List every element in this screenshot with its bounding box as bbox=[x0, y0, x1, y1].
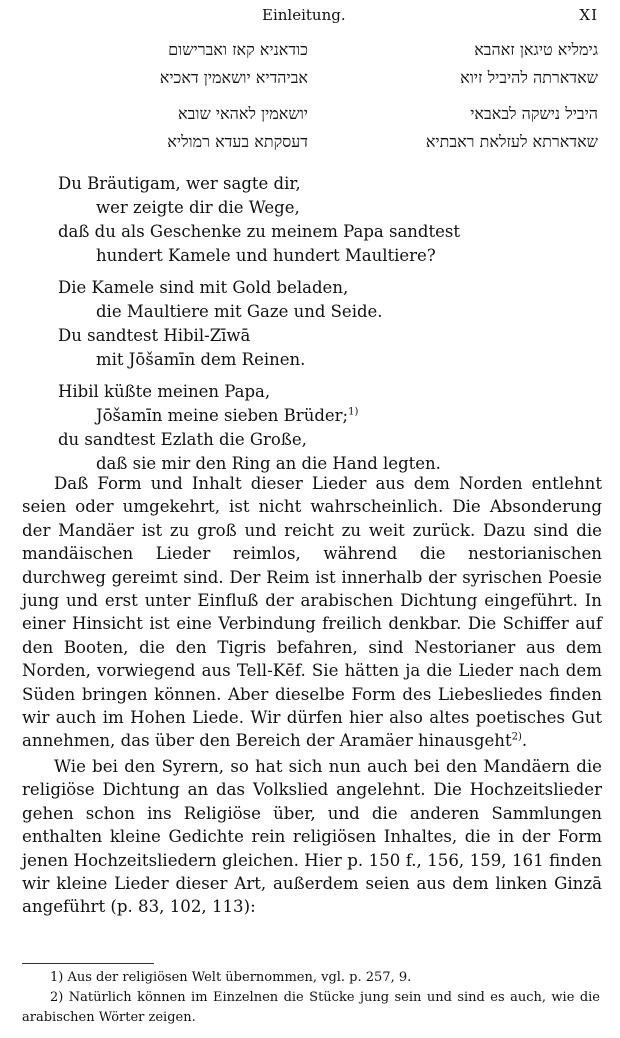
poem-line: mit Jōšamīn dem Reinen. bbox=[96, 350, 306, 369]
paragraph: Wie bei den Syrern, so hat sich nun auch bei den Mandäern die religiöse Dichtung an das Volkslied angelehnt. Die Hochzeitslieder gehen schon ins Religiöse über, und die anderen Sammlungen enthalten kleine Gedichte rein religiösen Inhaltes, die in der Form jenen Hochzeitsliedern gleichen. Hier p. 150 f., 156, 159, 161 finden wir kleine Lieder dieser Art, außerdem seien aus dem linken Ginzā angeführt (p. 83, 102, 113): bbox=[22, 756, 602, 917]
hebrew-line: גימליא טיגאן זאהבא bbox=[474, 40, 598, 59]
hebrew-line: כודאניא קאז ואברישום bbox=[168, 40, 308, 59]
footnote: 2) Natürlich können im Einzelnen die Stücke jung sein und sind es auch, wie die arabischen Wörter zeigen. bbox=[22, 990, 600, 1025]
footnotes bbox=[22, 968, 600, 1028]
poem-line: die Maultiere mit Gaze und Seide. bbox=[96, 302, 383, 321]
poem-stanza bbox=[58, 276, 598, 372]
poem-line: daß du als Geschenke zu meinem Papa sandtest bbox=[58, 222, 460, 241]
poem-stanza bbox=[58, 380, 598, 476]
footnote-ref: 2) bbox=[511, 731, 522, 743]
poem-line: wer zeigte dir die Wege, bbox=[96, 198, 300, 217]
hebrew-left-column bbox=[46, 36, 308, 156]
poem-line: Du Bräutigam, wer sagte dir, bbox=[58, 174, 301, 193]
german-poem bbox=[58, 172, 598, 484]
page-header bbox=[0, 6, 620, 30]
hebrew-line: היביל נישקה לבאבאי bbox=[470, 104, 598, 123]
paragraph bbox=[22, 472, 602, 753]
body-text bbox=[22, 472, 602, 919]
poem-line: daß sie mir den Ring an die Hand legten. bbox=[96, 454, 441, 473]
poem-stanza bbox=[58, 172, 598, 268]
poem-line-text: Jōšamīn meine sieben Brüder; bbox=[96, 406, 349, 425]
page-number: XI bbox=[579, 6, 598, 24]
paragraph-text: Daß Form und Inhalt dieser Lieder aus dem Norden entlehnt seien oder umgekehrt, ist nicht wahrscheinlich. Die Absonderung der Mandäer ist zu groß und reicht zu weit zurück. Dazu sind die mandäischen Lieder reimlos, während die nestorianischen durchweg gereimt sind. Der Reim ist innerhalb der syrischen Poesie jung und erst unter Einfluß der arabischen Dichtung eingeführt. In einer Hinsicht ist eine Verbindung freilich denkbar. Die Schiffer auf den Booten, die den Tigris befahren, sind Nestorianer aus dem Norden, vorwiegend aus Tell-Kēf. Sie hätten ja die Lieder nach dem Süden bringen können. Aber dieselbe Form des Liebesliedes finden wir auch im Hohen Liede. Wir dürfen hier also altes poetisches Gut annehmen, das über den Bereich der Aramäer hinausgeht bbox=[22, 474, 602, 751]
hebrew-text-block bbox=[46, 36, 598, 164]
footnote-separator bbox=[22, 963, 154, 964]
hebrew-line: דעסקתא בעדא רמוליא bbox=[167, 132, 308, 151]
footnote: 1) Aus der religiösen Welt übernommen, vgl. p. 257, 9. bbox=[50, 970, 412, 985]
poem-line bbox=[58, 404, 598, 428]
hebrew-right-column bbox=[336, 36, 598, 156]
footnote-ref: 1) bbox=[348, 406, 359, 418]
hebrew-line: שאדארתא לעזלאת ראבתיא bbox=[425, 132, 598, 151]
poem-line: du sandtest Ezlath die Große, bbox=[58, 430, 307, 449]
running-title: Einleitung. bbox=[262, 6, 346, 24]
poem-line: Du sandtest Hibil-Zīwā bbox=[58, 326, 251, 345]
paragraph-end: . bbox=[521, 731, 528, 751]
hebrew-line: אביהדיא יושאמין דאכיא bbox=[159, 68, 308, 87]
hebrew-line: יושאמין לאהאי שובא bbox=[178, 104, 308, 123]
poem-line: Die Kamele sind mit Gold beladen, bbox=[58, 278, 349, 297]
poem-line: hundert Kamele und hundert Maultiere? bbox=[96, 246, 436, 265]
poem-line: Hibil küßte meinen Papa, bbox=[58, 382, 271, 401]
hebrew-line: שאדארתה להיביל זיוא bbox=[460, 68, 598, 87]
